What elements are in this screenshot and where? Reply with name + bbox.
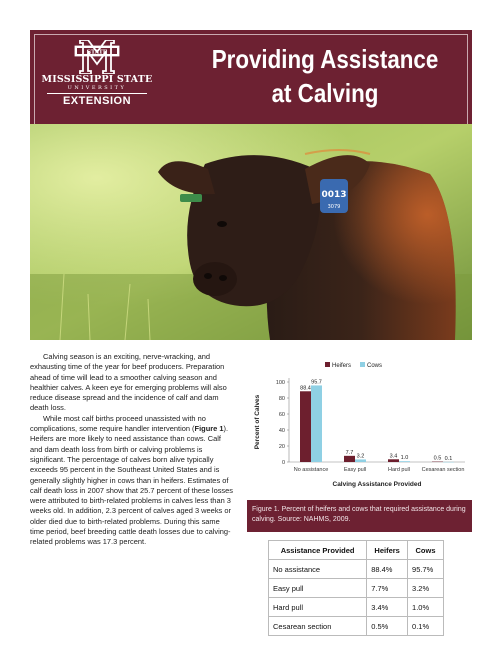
x-axis-title: Calving Assistance Provided — [332, 481, 422, 488]
table-cell: Easy pull — [269, 579, 367, 598]
msu-m-logo-icon — [74, 40, 120, 74]
table-cell: 7.7% — [367, 579, 408, 598]
x-tick-label: Easy pull — [343, 467, 367, 473]
table-row — [269, 579, 444, 598]
table-header-heifers: Heifers — [367, 541, 408, 560]
table-row — [269, 560, 444, 579]
table-cell: 95.7% — [408, 560, 444, 579]
ear-tag-line-2: 3079 — [327, 204, 341, 210]
y-tick-label: 0 — [281, 460, 285, 466]
bar-cows-3 — [399, 461, 410, 462]
logo-university-word: UNIVERSITY — [67, 85, 127, 91]
table-cell: No assistance — [269, 560, 367, 579]
logo-divider — [47, 93, 147, 94]
data-label: 88.4 — [300, 385, 311, 392]
table-header-assistance: Assistance Provided — [269, 541, 367, 560]
y-axis-title: Percent of Calves — [254, 394, 261, 450]
table-header-cows: Cows — [408, 541, 444, 560]
legend-label-1: Heifers — [332, 363, 352, 369]
data-label: 95.7 — [311, 379, 322, 386]
table-cell: 0.1% — [408, 617, 444, 636]
bar-heifers-3 — [388, 459, 399, 462]
paragraph-2-rest: ). Heifers are more likely to need assistance than cows. Calf and dam death loss from birth or calving problems is significant. The percentage of calves born alive typically exceeds 95 percent in the Southeast United States and is generally slightly higher in cows than in heifers. Estimates of calf death loss in 2007 show that 25.7 percent of these losses were attributed to birth-related problems in calves less than 3 weeks old. In addition, 2.3 percent of calves aged 3 weeks or older died due to birth-related problems. During this same time period, beef breeding cattle death losses due to calving-related problems was 17.3 percent. — [30, 424, 234, 547]
data-label: 7.7 — [345, 449, 354, 456]
title-line-2: at Calving — [271, 78, 379, 108]
msu-extension-logo — [38, 40, 156, 122]
data-label: 1.0 — [400, 455, 409, 462]
table-cell: 3.2% — [408, 579, 444, 598]
logo-state-text: STATE — [86, 49, 108, 56]
paragraph-2-start: While most calf births proceed unassisted with no complications, some require handler intervention ( — [30, 413, 206, 434]
table-row — [269, 598, 444, 617]
table-cell: 3.4% — [367, 598, 408, 617]
x-tick-label: No assistance — [293, 467, 329, 473]
table-cell: 0.5% — [367, 617, 408, 636]
cow-photo — [30, 124, 472, 340]
y-tick-label: 100 — [275, 380, 285, 386]
table-header-row — [269, 541, 444, 560]
table-row — [269, 617, 444, 636]
assistance-bar-chart — [247, 356, 472, 500]
x-tick-label: Cesarean section — [421, 467, 465, 473]
data-label: 0.5 — [433, 455, 442, 462]
y-tick-label: 40 — [278, 428, 285, 434]
table-cell: Hard pull — [269, 598, 367, 617]
data-label: 3.4 — [389, 453, 398, 460]
data-label: 3.2 — [356, 453, 365, 460]
logo-university-name: MISSISSIPPI STATE — [41, 74, 153, 85]
bar-cows-2 — [355, 459, 366, 462]
paragraph-1: Calving season is an exciting, nerve-wracking, and exhausting time of the year for beef producers. Preparation ahead of time will lead to a smoother calving season and healthier calves. A keen eye for emerging problems will also reduce disease spread and the incidence of calf and dam death loss. — [30, 352, 227, 413]
y-tick-label: 20 — [278, 444, 285, 450]
header-banner — [30, 30, 472, 124]
chart-svg — [247, 356, 472, 500]
x-tick-label: Hard pull — [387, 467, 411, 473]
table-cell: 88.4% — [367, 560, 408, 579]
bar-heifers-2 — [344, 456, 355, 462]
figure-1-reference: Figure 1 — [194, 424, 224, 434]
legend-swatch-2 — [360, 362, 365, 367]
legend-label-2: Cows — [367, 363, 383, 369]
figure-caption: Figure 1. Percent of heifers and cows that required assistance during calving. Source: NAHMS, 2009. — [247, 500, 472, 532]
table-cell: Cesarean section — [269, 617, 367, 636]
bar-heifers-1 — [300, 391, 311, 462]
table-cell: 1.0% — [408, 598, 444, 617]
bar-cows-1 — [311, 385, 322, 462]
cow-photo-illustration — [30, 124, 472, 340]
y-tick-label: 60 — [278, 412, 285, 418]
page-title — [200, 42, 449, 110]
y-tick-label: 80 — [278, 396, 285, 402]
assistance-table — [268, 540, 444, 636]
title-line-1: Providing Assistance — [211, 44, 439, 74]
ear-tag-line-1: 0013 — [321, 190, 347, 200]
paragraph-2 — [30, 414, 235, 548]
legend-swatch-1 — [325, 362, 330, 367]
data-label: 0.1 — [444, 455, 453, 462]
logo-extension-word: EXTENSION — [62, 95, 132, 107]
body-text — [30, 352, 235, 548]
